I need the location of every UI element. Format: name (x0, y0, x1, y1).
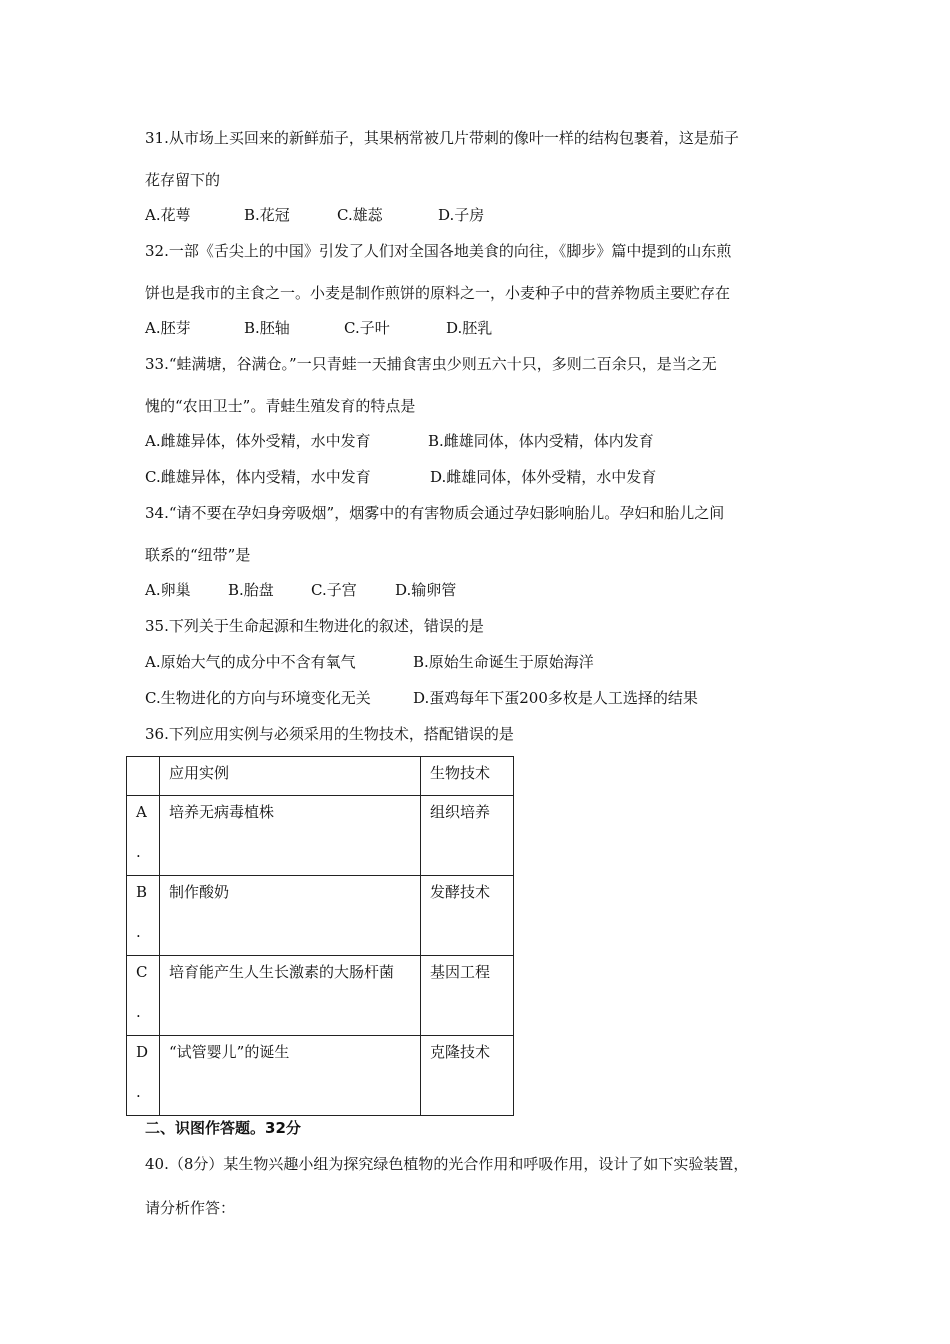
row-letter-dot: . (136, 1003, 141, 1021)
row-letter: C (136, 963, 148, 981)
q31-option-d: D.子房 (438, 206, 485, 224)
q34-option-b: B.胎盘 (228, 581, 274, 599)
row-example: “试管婴儿”的诞生 (160, 1036, 421, 1116)
row-letter-cell (127, 876, 160, 956)
q34-option-a: A.卵巢 (145, 581, 191, 599)
row-letter: B (136, 883, 148, 901)
q32-option-d: D.胚乳 (446, 319, 493, 337)
q31-stem-line1: 31.从市场上买回来的新鲜茄子，其果柄常被几片带刺的像叶一样的结构包裹着，这是茄子 (145, 129, 739, 147)
row-technology: 基因工程 (421, 956, 514, 1036)
q36-stem: 36.下列应用实例与必须采用的生物技术，搭配错误的是 (145, 725, 514, 743)
q35-stem: 35.下列关于生命起源和生物进化的叙述，错误的是 (145, 617, 484, 635)
q31-option-c: C.雄蕊 (337, 206, 383, 224)
q33-option-d: D.雌雄同体，体外受精，水中发育 (430, 468, 657, 486)
row-example: 培养无病毒植株 (160, 796, 421, 876)
row-letter-cell (127, 1036, 160, 1116)
q32-option-a: A.胚芽 (145, 319, 191, 337)
q33-stem-line2: 愧的“农田卫士”。青蛙生殖发育的特点是 (145, 397, 416, 415)
q33-stem-line1: 33.“蛙满塘，谷满仓。”一只青蛙一天捕食害虫少则五六十只，多则二百余只，是当之无 (145, 355, 717, 373)
q31-stem-line2: 花存留下的 (145, 171, 221, 189)
q35-option-b: B.原始生命诞生于原始海洋 (413, 653, 594, 671)
table-row (127, 796, 514, 876)
q32-option-c: C.子叶 (344, 319, 390, 337)
section-heading: 二、识图作答题。32分 (145, 1119, 301, 1137)
table-row (127, 876, 514, 956)
row-letter-dot: . (136, 923, 141, 941)
row-letter-cell (127, 796, 160, 876)
q32-stem-line2: 饼也是我市的主食之一。小麦是制作煎饼的原料之一，小麦种子中的营养物质主要贮存在 (145, 284, 731, 302)
table-row (127, 1036, 514, 1116)
table-header-row (127, 757, 514, 796)
header-cell-technology: 生物技术 (421, 757, 514, 796)
row-letter: D (136, 1043, 149, 1061)
header-cell-example: 应用实例 (160, 757, 421, 796)
q40-stem-line2: 请分析作答： (145, 1199, 236, 1217)
q35-option-a: A.原始大气的成分中不含有氧气 (145, 653, 356, 671)
table-row (127, 956, 514, 1036)
row-technology: 组织培养 (421, 796, 514, 876)
q35-option-c: C.生物进化的方向与环境变化无关 (145, 689, 371, 707)
q33-option-b: B.雌雄同体，体内受精，体内发育 (428, 432, 654, 450)
q32-stem-line1: 32.一部《舌尖上的中国》引发了人们对全国各地美食的向往，《脚步》篇中提到的山东煎 (145, 242, 732, 260)
q34-option-c: C.子宫 (311, 581, 357, 599)
header-cell-letter (127, 757, 160, 796)
row-technology: 克隆技术 (421, 1036, 514, 1116)
row-letter-dot: . (136, 1083, 141, 1101)
q34-option-d: D.输卵管 (395, 581, 457, 599)
row-letter-cell (127, 956, 160, 1036)
row-example: 培育能产生人生长激素的大肠杆菌 (160, 956, 421, 1036)
row-example: 制作酸奶 (160, 876, 421, 956)
q33-option-a: A.雌雄异体，体外受精，水中发育 (145, 432, 371, 450)
row-letter: A (136, 803, 147, 821)
row-technology: 发酵技术 (421, 876, 514, 956)
q34-stem-line2: 联系的“纽带”是 (145, 546, 251, 564)
q40-stem-line1: 40.（8分）某生物兴趣小组为探究绿色植物的光合作用和呼吸作用，设计了如下实验装置， (145, 1155, 749, 1173)
q35-option-d: D.蛋鸡每年下蛋200多枚是人工选择的结果 (413, 689, 698, 707)
row-letter-dot: . (136, 843, 141, 861)
q32-option-b: B.胚轴 (244, 319, 290, 337)
q34-stem-line1: 34.“请不要在孕妇身旁吸烟”，烟雾中的有害物质会通过孕妇影响胎儿。孕妇和胎儿之间 (145, 504, 725, 522)
q31-option-b: B.花冠 (244, 206, 290, 224)
q33-option-c: C.雌雄异体，体内受精，水中发育 (145, 468, 371, 486)
q31-option-a: A.花萼 (145, 206, 191, 224)
q36-table (126, 756, 514, 1116)
